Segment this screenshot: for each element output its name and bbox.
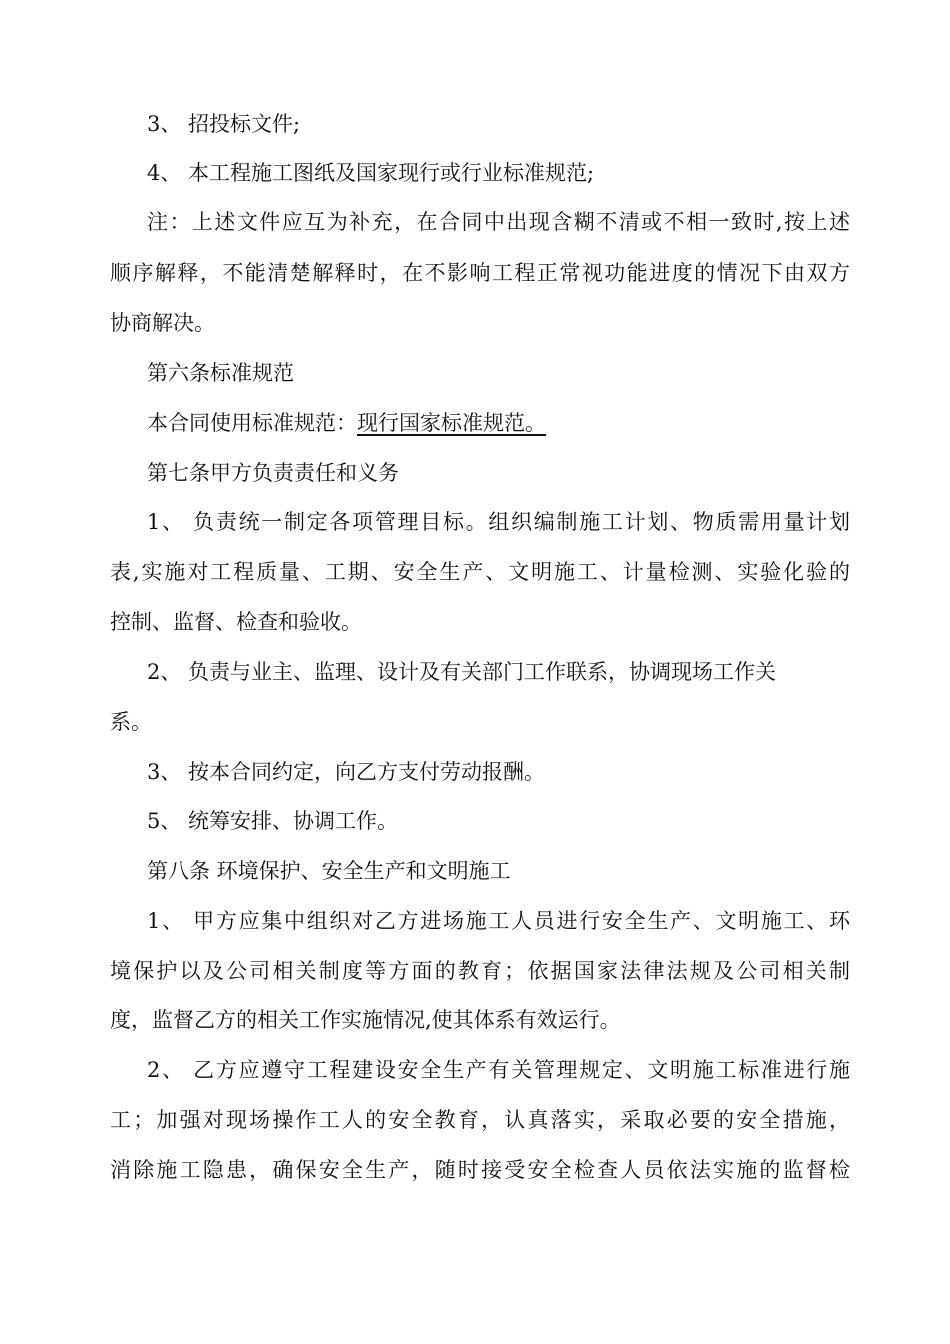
item-3-tender-documents: 3、 招投标文件; [147, 112, 301, 136]
article-7-item-1-line-2: 表,实施对工程质量、工期、安全生产、文明施工、计量检测、实验化验的 [110, 560, 850, 584]
note-paragraph-line-1: 注：上述文件应互为补充，在合同中出现含糊不清或不相一致时,按上述 [147, 210, 850, 234]
article-8-heading: 第八条 环境保护、安全生产和文明施工 [147, 859, 511, 883]
article-7-item-3: 3、 按本合同约定，向乙方支付劳动报酬。 [147, 760, 546, 784]
standards-value: 现行国家标准规范。 [357, 411, 546, 435]
article-8-item-2-line-3: 消除施工隐患，确保安全生产，随时接受安全检查人员依法实施的监督检 [110, 1158, 850, 1182]
article-7-item-1-line-3: 控制、监督、检查和验收。 [110, 610, 362, 634]
standards-label: 本合同使用标准规范： [147, 411, 357, 435]
article-6-heading: 第六条标准规范 [147, 361, 294, 385]
article-8-item-1-line-3: 度，监督乙方的相关工作实施情况,使其体系有效运行。 [110, 1008, 621, 1032]
note-paragraph-line-2: 顺序解释，不能清楚解释时，在不影响工程正常视功能进度的情况下由双方 [110, 261, 850, 285]
article-8-item-2-line-2: 工；加强对现场操作工人的安全教育，认真落实，采取必要的安全措施， [110, 1108, 850, 1132]
standards-statement [147, 409, 546, 437]
article-7-item-2-line-1: 2、 负责与业主、监理、设计及有关部门工作联系，协调现场工作关 [147, 660, 777, 684]
item-4-drawings-standards: 4、 本工程施工图纸及国家现行或行业标准规范; [147, 161, 595, 185]
article-7-item-5: 5、 统筹安排、协调工作。 [147, 809, 399, 833]
article-8-item-1-line-1: 1、 甲方应集中组织对乙方进场施工人员进行安全生产、文明施工、环 [147, 909, 850, 933]
article-7-heading: 第七条甲方负责责任和义务 [147, 461, 399, 485]
article-8-item-1-line-2: 境保护以及公司相关制度等方面的教育；依据国家法律法规及公司相关制 [110, 959, 850, 983]
article-7-item-1-line-1: 1、 负责统一制定各项管理目标。组织编制施工计划、物质需用量计划 [147, 510, 850, 534]
article-8-item-2-line-1: 2、 乙方应遵守工程建设安全生产有关管理规定、文明施工标准进行施 [147, 1058, 850, 1082]
note-paragraph-line-3: 协商解决。 [110, 311, 215, 335]
article-7-item-2-line-2: 系。 [110, 710, 152, 734]
